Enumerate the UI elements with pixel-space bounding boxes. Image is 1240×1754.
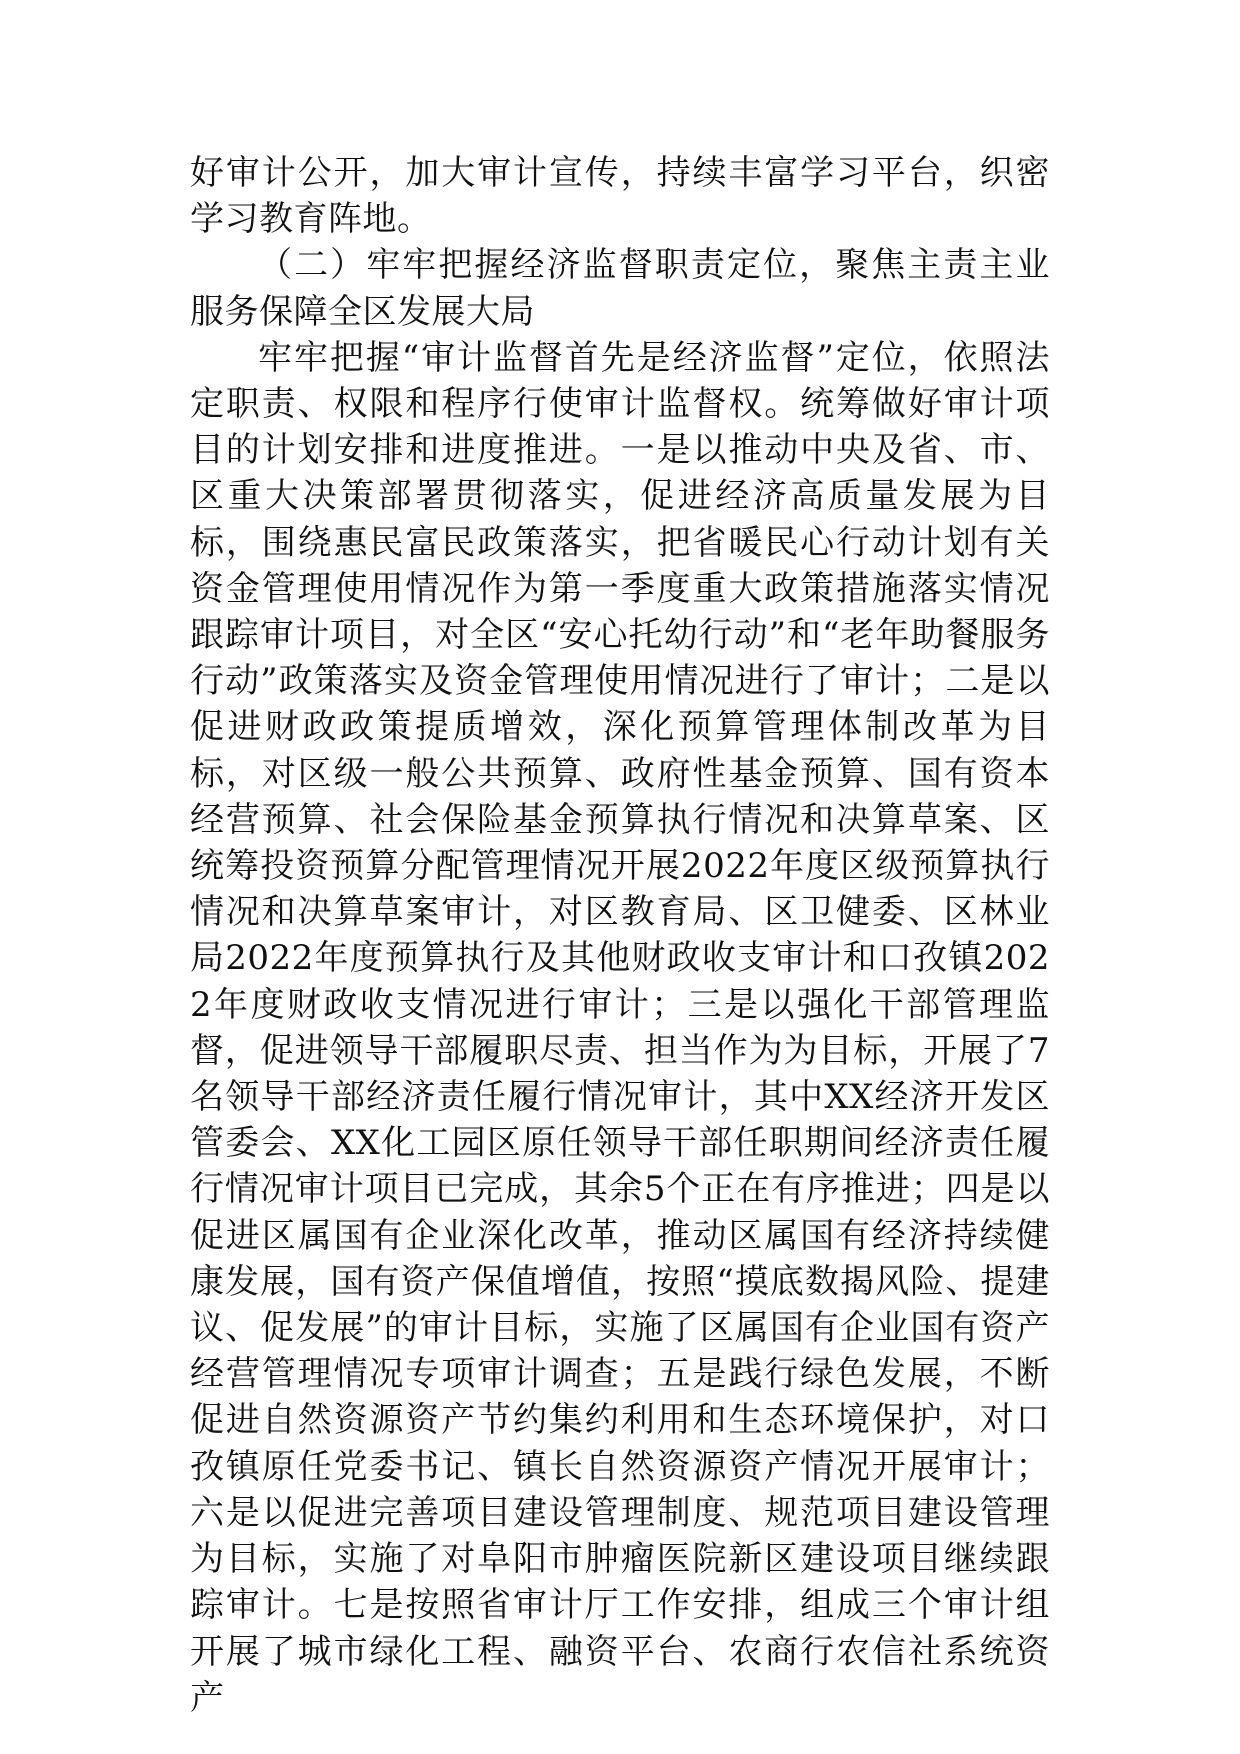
paragraph-audit-projects: 牢牢把握“审计监督首先是经济监督”定位，依照法定职责、权限和程序行使审计监督权。统筹做好审计项目的计划安排和进度推进。一是以推动中央及省、市、区重大决策部署贯彻落实，促进经济高质量发展为目标，围绕惠民富民政策落实，把省暖民心行动计划有关资金管理使用情况作为第一季度重大政策措施落实情况跟踪审计项目，对全区“安心托幼行动”和“老年助餐服务行动”政策落实及资金管理使用情况进行了审计；二是以促进财政政策提质增效，深化预算管理体制改革为目标，对区级一般公共预算、政府性基金预算、国有资本经营预算、社会保险基金预算执行情况和决算草案、区统筹投资预算分配管理情况开展2022年度区级预算执行情况和决算草案审计，对区教育局、区卫健委、区林业局2022年度预算执行及其他财政收支审计和口孜镇2022年度财政收支情况进行审计；三是以强化干部管理监督，促进领导干部履职尽责、担当作为为目标，开展了7名领导干部经济责任履行情况审计，其中XX经济开发区管委会、XX化工园区原任领导干部任职期间经济责任履行情况审计项目已完成，其余5个正在有序推进；四是以促进区属国有企业深化改革，推动区属国有经济持续健康发展，国有资产保值增值，按照“摸底数揭风险、提建议、促发展”的审计目标，实施了区属国有企业国有资产经营管理情况专项审计调查；五是践行绿色发展，不断促进自然资源资产节约集约利用和生态环境保护，对口孜镇原任党委书记、镇长自然资源资产情况开展审计；六是以促进完善项目建设管理制度、规范项目建设管理为目标，实施了对阜阳市肿瘤医院新区建设项目继续跟踪审计。七是按照省审计厅工作安排，组成三个审计组开展了城市绿化工程、融资平台、农商行农信社系统资产: [190, 337, 1050, 1718]
paragraph-study-platform: 好审计公开，加大审计宣传，持续丰富学习平台，织密学习教育阵地。: [190, 153, 1050, 240]
section-heading-economic-supervision: （二）牢牢把握经济监督职责定位，聚焦主责主业服务保障全区发展大局: [190, 245, 1050, 332]
document-body: [190, 150, 1050, 1721]
